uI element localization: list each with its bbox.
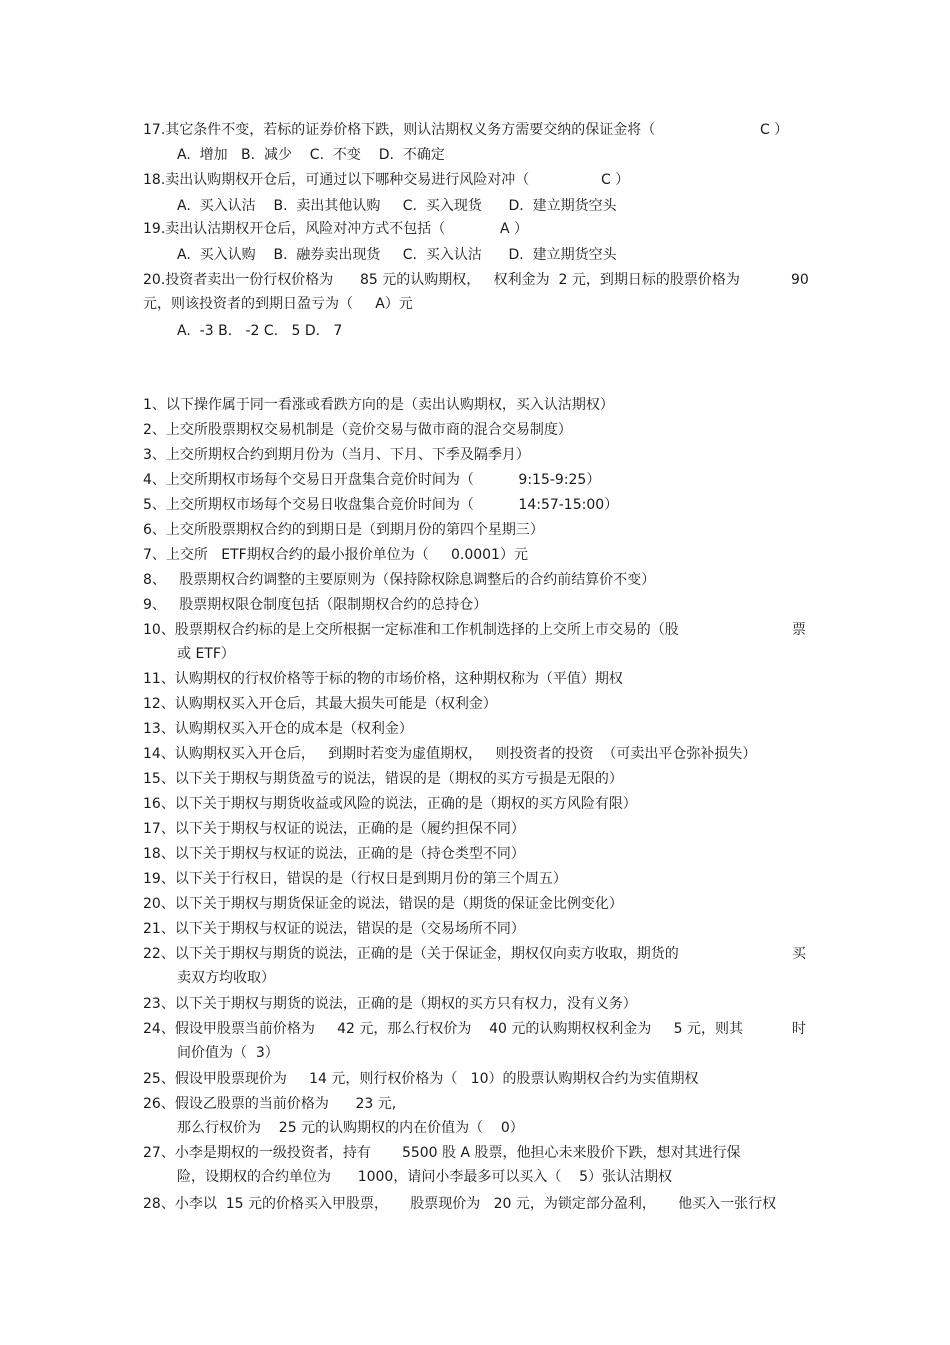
list-item: 22、以下关于期权与期货的说法，正确的是（关于保证金，期权仅向卖方收取，期货的 (143, 946, 679, 962)
mcq-20-options: A. -3 B. -2 C. 5 D. 7 (177, 323, 343, 339)
mcq-18-answer: C ） (601, 172, 630, 188)
list-item: 4、上交所期权市场每个交易日开盘集合竞价时间为（ 9:15-9:25） (143, 472, 601, 488)
list-item: 24、假设甲股票当前价格为 42 元，那么行权价为 40 元的认购期权权利金为 5 元，则其 (143, 1021, 744, 1037)
list-item: 13、认购期权买入开仓的成本是（权利金） (143, 721, 413, 737)
list-item: 10、股票期权合约标的是上交所根据一定标准和工作机制选择的上交所上市交易的（股 (143, 622, 679, 638)
list-item: 5、上交所期权市场每个交易日收盘集合竞价时间为（ 14:57-15:00） (143, 497, 619, 513)
list-item: 8、 股票期权合约调整的主要原则为（保持除权除息调整后的合约前结算价不变） (143, 572, 656, 588)
list-item: 27、小李是期权的一级投资者，持有 5500 股 A 股票，他担心未来股价下跌，想对其进行保 (143, 1145, 741, 1161)
list-item-line-end: 买 (792, 946, 806, 962)
mcq-19-question: 19.卖出认沽期权开仓后，风险对冲方式不包括（ (143, 221, 446, 237)
list-item: 14、认购期权买入开仓后， 到期时若变为虚值期权， 则投资者的投资 （可卖出平仓弥补损失） (143, 746, 757, 762)
mcq-18-question: 18.卖出认购期权开仓后，可通过以下哪种交易进行风险对冲（ (143, 172, 530, 188)
list-item-continuation: 或 ETF） (177, 646, 235, 662)
mcq-19-answer: A ） (500, 221, 529, 237)
list-item: 26、假设乙股票的当前价格为 23 元, (143, 1096, 397, 1112)
list-item-line-end: 票 (792, 622, 806, 638)
list-item-continuation: 险，设期权的合约单位为 1000，请问小李最多可以买入（ 5）张认沽期权 (177, 1169, 673, 1185)
list-item-continuation: 那么行权价为 25 元的认购期权的内在价值为（ 0） (177, 1120, 524, 1136)
mcq-17-question: 17.其它条件不变，若标的证券价格下跌，则认沽期权义务方需要交纳的保证金将（ (143, 122, 656, 138)
list-item: 11、认购期权的行权价格等于标的物的市场价格，这种期权称为（平值）期权 (143, 671, 623, 687)
mcq-19-options: A. 买入认购 B. 融券卖出现货 C. 买入认沽 D. 建立期货空头 (177, 247, 617, 263)
mcq-20-question-line1-end: 90 (791, 272, 809, 288)
list-item: 18、以下关于期权与权证的说法，正确的是（持仓类型不同） (143, 846, 525, 862)
list-item: 6、上交所股票期权合约的到期日是（到期月份的第四个星期三） (143, 522, 544, 538)
list-item: 7、上交所 ETF期权合约的最小报价单位为（ 0.0001）元 (143, 547, 528, 563)
list-item: 23、以下关于期权与期货的说法，正确的是（期权的买方只有权力，没有义务） (143, 996, 637, 1012)
mcq-20-question-line2: 元，则该投资者的到期日盈亏为（ A）元 (143, 296, 413, 312)
mcq-17-options: A. 增加 B. 减少 C. 不变 D. 不确定 (177, 147, 445, 163)
mcq-17-answer: C ） (760, 122, 789, 138)
mcq-18-options: A. 买入认沽 B. 卖出其他认购 C. 买入现货 D. 建立期货空头 (177, 198, 617, 214)
mcq-20-question-line1: 20.投资者卖出一份行权价格为 85 元的认购期权， 权利金为 2 元，到期日标的股票价格为 (143, 272, 740, 288)
list-item: 2、上交所股票期权交易机制是（竞价交易与做市商的混合交易制度） (143, 422, 572, 438)
list-item: 12、认购期权买入开仓后，其最大损失可能是（权利金） (143, 696, 497, 712)
list-item: 25、假设甲股票现价为 14 元，则行权价格为（ 10）的股票认购期权合约为实值期权 (143, 1071, 699, 1087)
list-item: 20、以下关于期权与期货保证金的说法，错误的是（期货的保证金比例变化） (143, 896, 623, 912)
list-item: 19、以下关于行权日，错误的是（行权日是到期月份的第三个周五） (143, 871, 567, 887)
list-item-line-end: 时 (792, 1021, 806, 1037)
list-item: 17、以下关于期权与权证的说法，正确的是（履约担保不同） (143, 821, 525, 837)
list-item: 3、上交所期权合约到期月份为（当月、下月、下季及隔季月） (143, 447, 530, 463)
list-item: 28、小李以 15 元的价格买入甲股票， 股票现价为 20 元，为锁定部分盈利， 他买入一张行权 (143, 1196, 777, 1212)
list-item: 9、 股票期权限仓制度包括（限制期权合约的总持仓） (143, 597, 488, 613)
list-item: 16、以下关于期权与期货收益或风险的说法，正确的是（期权的买方风险有限） (143, 796, 637, 812)
list-item: 21、以下关于期权与权证的说法，错误的是（交易场所不同） (143, 921, 525, 937)
list-item-continuation: 间价值为（ 3） (177, 1045, 279, 1061)
list-item-continuation: 卖双方均收取） (177, 970, 275, 986)
list-item: 1、以下操作属于同一看涨或看跌方向的是（卖出认购期权，买入认沽期权） (143, 397, 614, 413)
list-item: 15、以下关于期权与期货盈亏的说法，错误的是（期权的买方亏损是无限的） (143, 771, 623, 787)
